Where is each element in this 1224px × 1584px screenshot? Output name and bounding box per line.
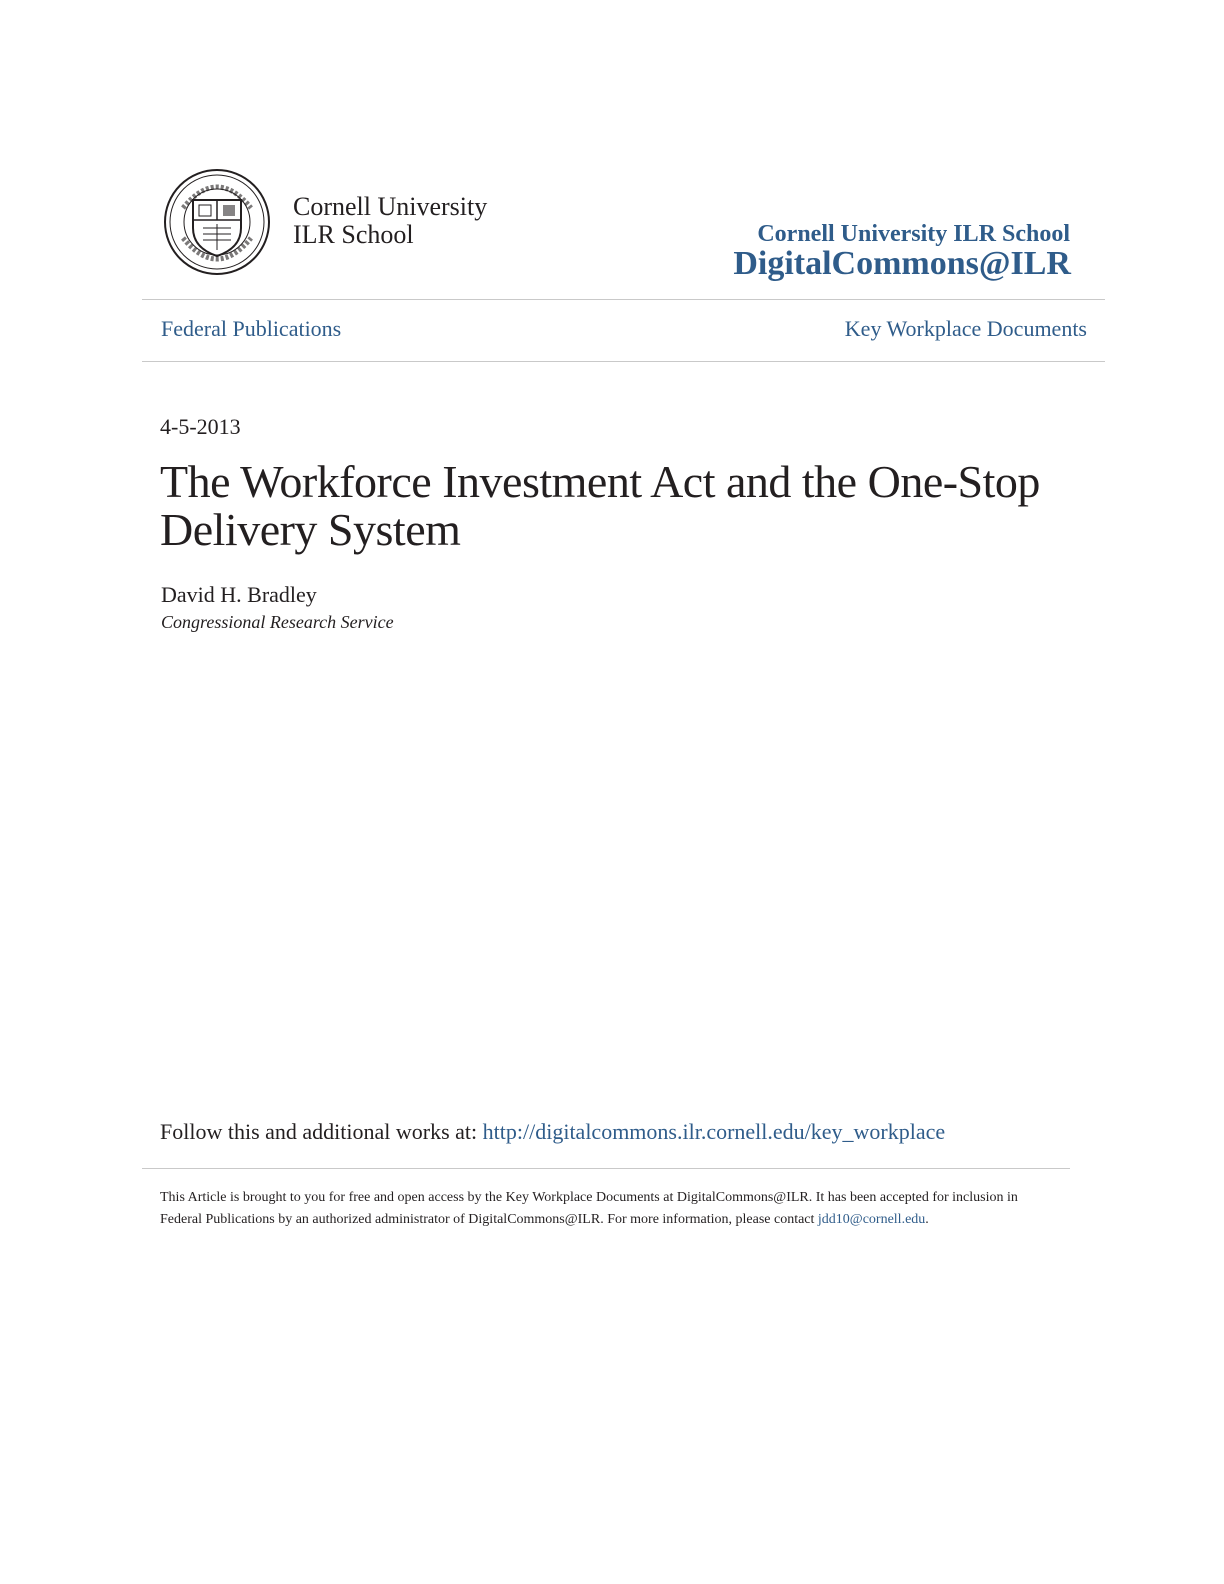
federal-publications-link[interactable]: Federal Publications (161, 316, 342, 341)
header-divider (142, 299, 1105, 300)
author-name: David H. Bradley (161, 582, 317, 607)
author-affiliation: Congressional Research Service (161, 612, 394, 632)
access-notice (160, 1187, 1060, 1231)
follow-line (160, 1121, 945, 1143)
key-workplace-documents-link[interactable]: Key Workplace Documents (844, 316, 1087, 341)
logo-line-cornell-university: Cornell University (293, 192, 488, 221)
article-title: The Workforce Investment Act and the One-Stop Delivery System (160, 456, 1040, 555)
footer-divider (142, 1168, 1070, 1169)
access-notice-text: This Article is brought to you for free and open access by the Key Workplace Documents at DigitalCommons@ILR. It has been accepted for inclusion in Federal Publications by an authorized administrator of DigitalCommons@ILR. For more information, please contact (160, 1190, 1018, 1227)
collection-url-link[interactable]: http://digitalcommons.ilr.cornell.edu/key_workplace (482, 1119, 946, 1144)
nav-divider (142, 361, 1105, 362)
contact-email-link[interactable]: jdd10@cornell.edu (817, 1212, 926, 1227)
logo-line-ilr-school: ILR School (293, 220, 414, 249)
repository-subtitle[interactable]: Cornell University ILR School (757, 221, 1070, 247)
notice-period: . (925, 1212, 929, 1227)
repository-title[interactable]: DigitalCommons@ILR (733, 245, 1071, 282)
publication-date: 4-5-2013 (160, 414, 241, 439)
cornell-seal-logo (163, 168, 271, 276)
follow-label: Follow this and additional works at: (160, 1119, 478, 1144)
